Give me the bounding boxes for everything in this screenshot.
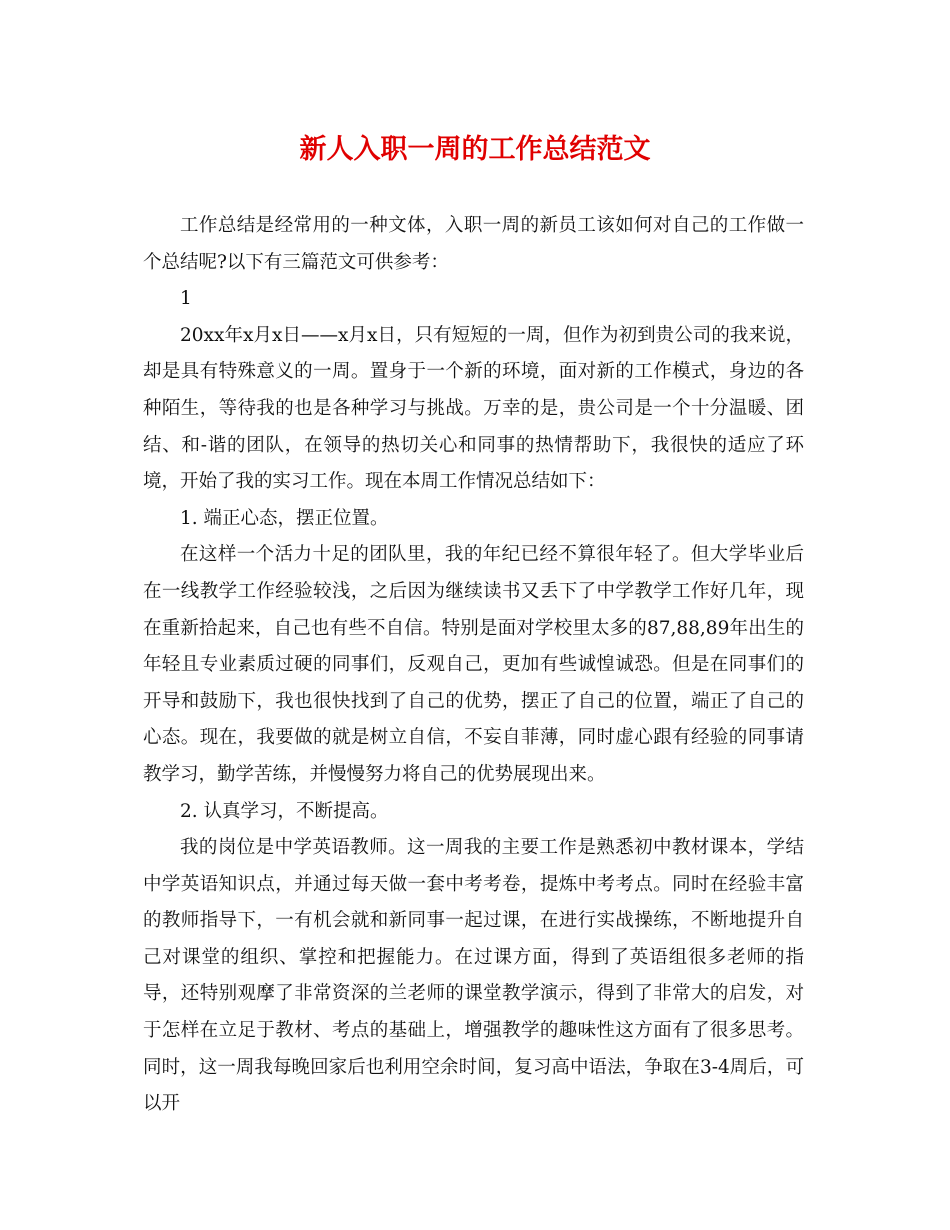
- document-body: [143, 208, 804, 1123]
- document-title: 新人入职一周的工作总结范文: [299, 134, 651, 165]
- body-paragraph: 在这样一个活力十足的团队里，我的年纪已经不算很年轻了。但大学毕业后在一线教学工作经验较浅，之后因为继续读书又丢下了中学教学工作好几年，现在重新拾起来，自己也有些不自信。特别是面对学校里太多的87,88,89年出生的年轻且专业素质过硬的同事们，反观自己，更加有些诚惶诚恐。但是在同事们的开导和鼓励下，我也很快找到了自己的优势，摆正了自己的位置，端正了自己的心态。现在，我要做的就是树立自信，不妄自菲薄，同时虚心跟有经验的同事请教学习，勤学苦练，并慢慢努力将自己的优势展现出来。: [143, 544, 804, 785]
- body-paragraph: 20xx年x月x日——x月x日，只有短短的一周，但作为初到贵公司的我来说，却是具有特殊意义的一周。置身于一个新的环境，面对新的工作模式，身边的各种陌生，等待我的也是各种学习与挑战。万幸的是，贵公司是一个十分温暖、团结、和-谐的团队，在领导的热切关心和同事的热情帮助下，我很快的适应了环境，开始了我的实习工作。现在本周工作情况总结如下：: [143, 324, 804, 493]
- body-paragraph: 我的岗位是中学英语教师。这一周我的主要工作是熟悉初中教材课本，学结中学英语知识点，并通过每天做一套中考考卷，提炼中考考点。同时在经验丰富的教师指导下，一有机会就和新同事一起过课，在进行实战操练，不断地提升自己对课堂的组织、掌控和把握能力。在过课方面，得到了英语组很多老师的指导，还特别观摩了非常资深的兰老师的课堂教学演示，得到了非常大的启发，对于怎样在立足于教材、考点的基础上，增强教学的趣味性这方面有了很多思考。同时，这一周我每晚回家后也利用空余时间，复习高中语法，争取在3-4周后，可以开: [143, 837, 804, 1115]
- subheading-1: 1. 端正心态，摆正位置。: [180, 507, 389, 529]
- section-number: 1: [180, 288, 192, 310]
- subheading-2: 2. 认真学习，不断提高。: [180, 800, 389, 822]
- intro-paragraph: 工作总结是经常用的一种文体，入职一周的新员工该如何对自己的工作做一个总结呢?以下有三篇范文可供参考：: [143, 215, 804, 273]
